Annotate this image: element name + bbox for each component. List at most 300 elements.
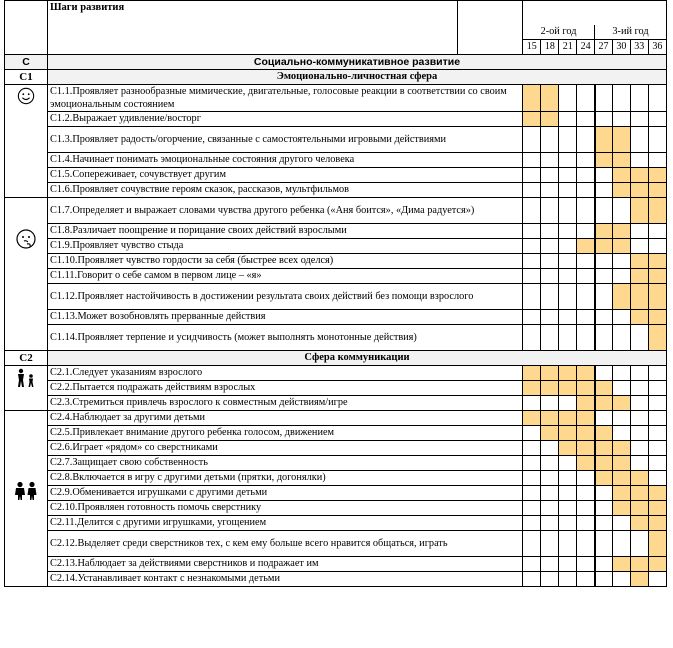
age-cell	[631, 112, 649, 127]
age-cell	[577, 531, 595, 557]
age-cell	[631, 572, 649, 587]
age-cell	[541, 441, 559, 456]
table-row	[5, 239, 667, 254]
table-row	[5, 325, 667, 351]
age-cell	[595, 254, 613, 269]
table-row	[5, 224, 667, 239]
age-cell	[559, 486, 577, 501]
age-cell	[577, 557, 595, 572]
age-cell	[523, 411, 541, 426]
age-cell	[577, 310, 595, 325]
age-cell	[649, 127, 667, 153]
age-cell	[631, 531, 649, 557]
age-cell	[559, 501, 577, 516]
age-cell	[523, 531, 541, 557]
age-cell	[559, 441, 577, 456]
age-cell	[577, 441, 595, 456]
group-header-row	[5, 351, 667, 366]
age-cell	[613, 441, 631, 456]
age-cell	[523, 557, 541, 572]
age-cell	[595, 516, 613, 531]
age-cell	[541, 501, 559, 516]
age-cell	[595, 396, 613, 411]
age-cell	[613, 254, 631, 269]
criterion-text: С2.10.Проявляен готовность помочь сверстнику	[48, 501, 523, 516]
section-code: С	[5, 55, 48, 70]
age-cell	[523, 441, 541, 456]
criterion-text: С1.7.Определяет и выражает словами чувства другого ребенка («Аня боится», «Дима радуется»)	[48, 198, 523, 224]
age-cell	[613, 516, 631, 531]
age-cell	[559, 366, 577, 381]
age-cell	[559, 310, 577, 325]
age-cell	[649, 168, 667, 183]
age-cell	[595, 572, 613, 587]
age-cell	[649, 411, 667, 426]
age-cell	[577, 411, 595, 426]
age-cell	[523, 153, 541, 168]
age-cell	[541, 153, 559, 168]
age-cell	[649, 269, 667, 284]
age-cell	[613, 501, 631, 516]
age-cell	[577, 85, 595, 112]
age-cell	[559, 557, 577, 572]
age-cell	[631, 254, 649, 269]
criterion-text: С2.5.Привлекает внимание другого ребенка голосом, движением	[48, 426, 523, 441]
age-cell	[631, 471, 649, 486]
section-row	[5, 55, 667, 70]
age-cell	[577, 153, 595, 168]
criterion-text: С2.8.Включается в игру с другими детьми (прятки, догонялки)	[48, 471, 523, 486]
table-row	[5, 381, 667, 396]
age-cell	[613, 153, 631, 168]
criterion-text: С2.6.Играет «рядом» со сверстниками	[48, 441, 523, 456]
age-cell	[541, 486, 559, 501]
table-row	[5, 269, 667, 284]
age-cell	[523, 168, 541, 183]
age-cell	[613, 325, 631, 351]
age-cell	[577, 239, 595, 254]
age-cell	[613, 224, 631, 239]
age-cell	[577, 269, 595, 284]
age-cell	[541, 198, 559, 224]
age-cell	[595, 381, 613, 396]
age-cell	[613, 471, 631, 486]
age-cell	[613, 426, 631, 441]
age-cell	[631, 426, 649, 441]
age-cell	[649, 441, 667, 456]
age-cell	[649, 153, 667, 168]
age-cell	[523, 112, 541, 127]
age-cell	[649, 183, 667, 198]
age-cell	[595, 411, 613, 426]
age-cell	[523, 254, 541, 269]
age-cell	[577, 516, 595, 531]
age-cell	[595, 127, 613, 153]
table-row	[5, 112, 667, 127]
table-title: Шаги развития	[48, 1, 458, 55]
age-cell	[649, 516, 667, 531]
age-cell	[613, 183, 631, 198]
age-cell	[577, 426, 595, 441]
age-cell	[631, 127, 649, 153]
table-row	[5, 198, 667, 224]
age-cell	[649, 456, 667, 471]
age-cell	[613, 310, 631, 325]
month-label: 30	[612, 40, 630, 55]
age-cell	[541, 572, 559, 587]
table-row	[5, 254, 667, 269]
icon-cell	[5, 411, 48, 587]
age-cell	[577, 284, 595, 310]
month-label: 36	[648, 40, 666, 55]
criterion-text: С1.13.Может возобновлять прерванные действия	[48, 310, 523, 325]
criterion-text: С2.4.Наблюдает за другими детьми	[48, 411, 523, 426]
age-cell	[595, 557, 613, 572]
age-cell	[595, 284, 613, 310]
age-cell	[523, 127, 541, 153]
age-cell	[559, 85, 577, 112]
age-cell	[595, 168, 613, 183]
age-cell	[577, 325, 595, 351]
age-cell	[631, 310, 649, 325]
age-cell	[613, 486, 631, 501]
year-2-label: 2-ой год	[523, 25, 595, 40]
group-title: Эмоционально-личностная сфера	[48, 70, 667, 85]
age-cell	[595, 198, 613, 224]
age-cell	[631, 456, 649, 471]
header-row	[5, 1, 667, 55]
criterion-text: С1.5.Сопереживает, сочувствует другим	[48, 168, 523, 183]
criterion-text: С2.14.Устанавливает контакт с незнакомыми детьми	[48, 572, 523, 587]
group-title: Сфера коммуникации	[48, 351, 667, 366]
table-row	[5, 284, 667, 310]
age-cell	[541, 183, 559, 198]
age-cell	[559, 269, 577, 284]
table-row	[5, 85, 667, 112]
age-cell	[613, 269, 631, 284]
age-cell	[559, 471, 577, 486]
age-cell	[649, 366, 667, 381]
age-cell	[523, 239, 541, 254]
age-cell	[541, 366, 559, 381]
age-cell	[649, 396, 667, 411]
table-row	[5, 501, 667, 516]
development-steps-table	[4, 0, 667, 587]
age-cell	[559, 254, 577, 269]
age-cell	[559, 153, 577, 168]
age-cell	[577, 486, 595, 501]
month-label: 24	[577, 40, 595, 55]
age-cell	[649, 531, 667, 557]
age-cell	[649, 325, 667, 351]
age-cell	[523, 366, 541, 381]
age-cell	[631, 183, 649, 198]
age-cell	[595, 471, 613, 486]
age-cell	[577, 471, 595, 486]
month-label: 15	[526, 41, 537, 52]
age-cell	[577, 572, 595, 587]
age-cell	[541, 112, 559, 127]
criterion-text: С1.6.Проявляет сочувствие героям сказок, рассказов, мультфильмов	[48, 183, 523, 198]
age-cell	[595, 183, 613, 198]
table-row	[5, 557, 667, 572]
age-cell	[613, 572, 631, 587]
age-cell	[631, 501, 649, 516]
age-cell	[559, 325, 577, 351]
age-cell	[613, 381, 631, 396]
age-cell	[631, 366, 649, 381]
age-cell	[541, 168, 559, 183]
age-cell	[559, 183, 577, 198]
age-cell	[595, 153, 613, 168]
criterion-text: С1.11.Говорит о себе самом в первом лице – «я»	[48, 269, 523, 284]
age-cell	[541, 396, 559, 411]
age-cell	[649, 426, 667, 441]
age-cell	[613, 557, 631, 572]
age-cell	[595, 426, 613, 441]
group-code: С2	[5, 351, 48, 366]
month-label: 33	[630, 40, 648, 55]
months-header	[523, 1, 667, 55]
age-cell	[523, 486, 541, 501]
group-code: С1	[5, 70, 48, 85]
age-cell	[541, 310, 559, 325]
age-cell	[559, 284, 577, 310]
age-cell	[541, 426, 559, 441]
age-cell	[631, 198, 649, 224]
age-cell	[631, 516, 649, 531]
age-cell	[577, 366, 595, 381]
smiley-face-icon	[5, 87, 47, 110]
age-cell	[613, 198, 631, 224]
age-cell	[631, 486, 649, 501]
age-cell	[613, 168, 631, 183]
age-cell	[577, 396, 595, 411]
age-cell	[541, 471, 559, 486]
header-blank-cell	[5, 1, 48, 55]
age-cell	[523, 426, 541, 441]
group-header-row	[5, 70, 667, 85]
criterion-text: С1.9.Проявляет чувство стыда	[48, 239, 523, 254]
age-cell	[523, 381, 541, 396]
age-cell	[559, 516, 577, 531]
age-cell	[541, 224, 559, 239]
age-cell	[649, 254, 667, 269]
age-cell	[577, 168, 595, 183]
age-cell	[577, 198, 595, 224]
age-cell	[577, 112, 595, 127]
age-cell	[613, 85, 631, 112]
age-cell	[631, 557, 649, 572]
age-cell	[631, 168, 649, 183]
age-cell	[577, 224, 595, 239]
age-cell	[577, 183, 595, 198]
icon-cell	[5, 85, 48, 198]
age-cell	[649, 284, 667, 310]
age-cell	[595, 501, 613, 516]
age-cell	[523, 501, 541, 516]
age-cell	[595, 441, 613, 456]
criterion-text: С1.12.Проявляет настойчивость в достижении результата своих действий без помощи взрослого	[48, 284, 523, 310]
age-cell	[577, 381, 595, 396]
age-cell	[631, 284, 649, 310]
criterion-text: С1.3.Проявляет радость/огорчение, связанные с самостоятельными игровыми действиями	[48, 127, 523, 153]
age-cell	[613, 411, 631, 426]
age-cell	[613, 456, 631, 471]
icon-cell	[5, 366, 48, 411]
age-cell	[541, 284, 559, 310]
age-cell	[541, 325, 559, 351]
age-cell	[595, 239, 613, 254]
table-row	[5, 411, 667, 426]
age-cell	[523, 85, 541, 112]
age-cell	[541, 531, 559, 557]
age-cell	[649, 572, 667, 587]
age-cell	[613, 366, 631, 381]
adult-and-child-icon	[5, 368, 47, 393]
age-cell	[595, 112, 613, 127]
age-cell	[523, 224, 541, 239]
age-cell	[631, 269, 649, 284]
age-cell	[559, 411, 577, 426]
age-cell	[541, 254, 559, 269]
age-cell	[541, 516, 559, 531]
criterion-text: С2.2.Пытается подражать действиям взрослых	[48, 381, 523, 396]
age-cell	[631, 224, 649, 239]
criterion-text: С1.4.Начинает понимать эмоциональные состояния другого человека	[48, 153, 523, 168]
age-cell	[559, 456, 577, 471]
table-row	[5, 486, 667, 501]
age-cell	[559, 168, 577, 183]
criterion-text: С1.1.Проявляет разнообразные мимические, двигательные, голосовые реакции в соответствии со своим эмоциональным состоянием	[48, 85, 523, 112]
age-cell	[577, 456, 595, 471]
age-cell	[649, 112, 667, 127]
table-row	[5, 127, 667, 153]
age-cell	[559, 224, 577, 239]
age-cell	[559, 127, 577, 153]
age-cell	[559, 531, 577, 557]
age-cell	[559, 239, 577, 254]
age-cell	[631, 85, 649, 112]
age-cell	[523, 516, 541, 531]
age-cell	[559, 572, 577, 587]
age-cell	[613, 127, 631, 153]
criterion-text: С2.13.Наблюдает за действиями сверстников и подражает им	[48, 557, 523, 572]
age-cell	[541, 269, 559, 284]
age-cell	[523, 198, 541, 224]
age-cell	[559, 112, 577, 127]
age-cell	[631, 325, 649, 351]
age-cell	[541, 239, 559, 254]
age-cell	[559, 381, 577, 396]
age-cell	[613, 112, 631, 127]
age-cell	[541, 381, 559, 396]
criterion-text: С2.3.Стремиться привлечь взрослого к совместным действиям/игре	[48, 396, 523, 411]
age-cell	[541, 456, 559, 471]
age-cell	[649, 471, 667, 486]
age-cell	[631, 239, 649, 254]
age-cell	[577, 127, 595, 153]
age-cell	[631, 441, 649, 456]
age-cell	[559, 198, 577, 224]
age-cell	[577, 501, 595, 516]
table-row	[5, 572, 667, 587]
age-cell	[541, 557, 559, 572]
age-cell	[595, 325, 613, 351]
age-cell	[523, 471, 541, 486]
age-cell	[523, 310, 541, 325]
age-cell	[613, 396, 631, 411]
age-cell	[649, 85, 667, 112]
age-cell	[649, 310, 667, 325]
age-cell	[649, 239, 667, 254]
month-label: 21	[559, 40, 577, 55]
age-cell	[613, 531, 631, 557]
age-cell	[523, 396, 541, 411]
criterion-text: С2.12.Выделяет среди сверстников тех, с кем ему больше всего нравится общаться, играть	[48, 531, 523, 557]
age-cell	[649, 486, 667, 501]
table-row	[5, 441, 667, 456]
table-row	[5, 153, 667, 168]
age-cell	[595, 531, 613, 557]
age-cell	[577, 254, 595, 269]
icon-cell	[5, 198, 48, 351]
two-children-icon	[5, 481, 47, 506]
age-cell	[649, 501, 667, 516]
table-row	[5, 456, 667, 471]
table-row	[5, 426, 667, 441]
age-cell	[595, 224, 613, 239]
table-row	[5, 471, 667, 486]
table-row	[5, 516, 667, 531]
criterion-text: С2.11.Делится с другими игрушками, угощением	[48, 516, 523, 531]
criterion-text: С1.8.Различает поощрение и порицание своих действий взрослыми	[48, 224, 523, 239]
age-cell	[613, 284, 631, 310]
criterion-text: С1.10.Проявляет чувство гордости за себя (быстрее всех оделся)	[48, 254, 523, 269]
age-cell	[631, 411, 649, 426]
header-spacer-cell	[458, 1, 523, 55]
age-cell	[595, 366, 613, 381]
age-cell	[541, 127, 559, 153]
age-cell	[559, 426, 577, 441]
age-cell	[595, 486, 613, 501]
table-row	[5, 168, 667, 183]
age-cell	[631, 381, 649, 396]
age-cell	[649, 224, 667, 239]
age-cell	[595, 310, 613, 325]
age-cell	[523, 572, 541, 587]
table-row	[5, 183, 667, 198]
age-cell	[523, 269, 541, 284]
criterion-text: С1.14.Проявляет терпение и усидчивость (может выполнять монотонные действия)	[48, 325, 523, 351]
criterion-text: С2.9.Обменивается игрушками с другими детьми	[48, 486, 523, 501]
criterion-text: С1.2.Выражает удивление/восторг	[48, 112, 523, 127]
age-cell	[595, 456, 613, 471]
table-row	[5, 531, 667, 557]
age-cell	[649, 198, 667, 224]
month-label: 27	[595, 40, 613, 55]
age-cell	[541, 85, 559, 112]
table-row	[5, 310, 667, 325]
age-cell	[649, 381, 667, 396]
table-row	[5, 396, 667, 411]
age-cell	[595, 85, 613, 112]
thinking-face-icon	[5, 228, 47, 255]
age-cell	[649, 557, 667, 572]
age-cell	[595, 269, 613, 284]
age-cell	[613, 239, 631, 254]
age-cell	[541, 411, 559, 426]
